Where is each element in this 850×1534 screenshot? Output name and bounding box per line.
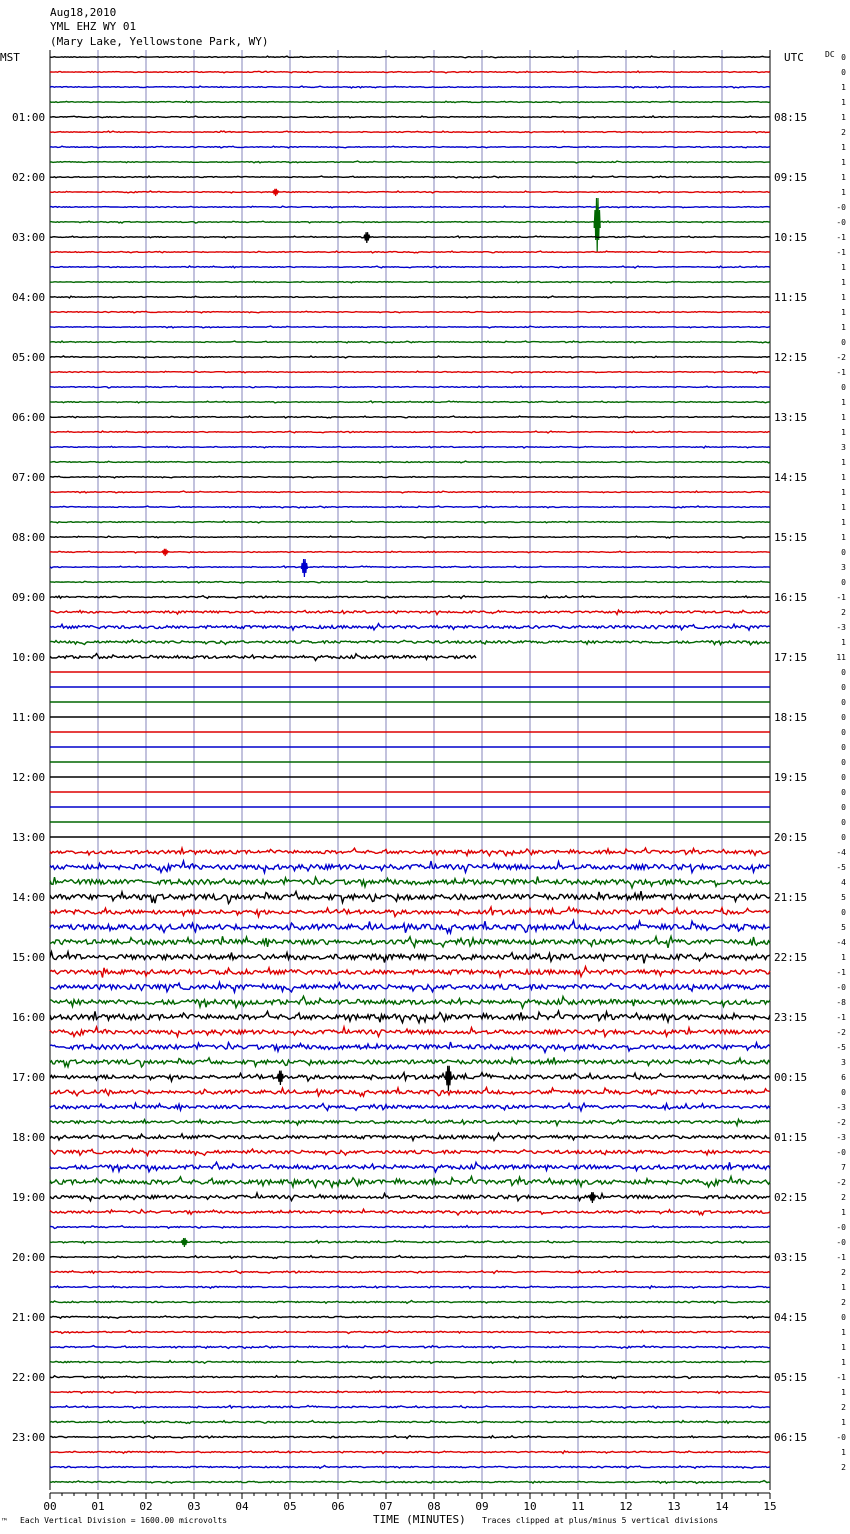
trace-line — [50, 266, 770, 268]
utc-hour-label: 15:15 — [774, 531, 808, 544]
mst-hour-label: 07:00 — [12, 471, 46, 484]
trace-line — [50, 1391, 770, 1394]
event-mark — [445, 1066, 451, 1091]
utc-hour-labels — [774, 111, 807, 1444]
dc-offset-label: 0 — [841, 53, 846, 62]
dc-offset-label: -1 — [836, 1373, 846, 1382]
trace-line — [50, 1286, 770, 1289]
trace-line — [50, 1331, 770, 1334]
dc-offset-label: -1 — [836, 593, 846, 602]
dc-offset-label: 1 — [841, 263, 846, 272]
dc-offset-label: 1 — [841, 98, 846, 107]
dc-offset-label: 2 — [841, 1268, 846, 1277]
mst-hour-label: 12:00 — [12, 771, 46, 784]
trace-line — [50, 1073, 770, 1082]
dc-offset-label: 0 — [841, 698, 846, 707]
dc-offset-label: 1 — [841, 278, 846, 287]
x-tick-label: 07 — [379, 1500, 393, 1513]
dc-offset-label: 1 — [841, 638, 846, 647]
trace-line — [50, 1162, 770, 1172]
dc-offset-label: -2 — [836, 1118, 846, 1127]
dc-offset-label: 1 — [841, 428, 846, 437]
utc-hour-label: 12:15 — [774, 351, 808, 364]
header-location: (Mary Lake, Yellowstone Park, WY) — [50, 35, 269, 48]
dc-offset-label: -5 — [836, 863, 846, 872]
utc-hour-label: 14:15 — [774, 471, 808, 484]
dc-offset-label: -0 — [836, 983, 846, 992]
trace-line — [50, 116, 770, 118]
trace-line — [50, 1361, 770, 1364]
dc-offset-label: 1 — [841, 83, 846, 92]
utc-hour-label: 22:15 — [774, 951, 808, 964]
x-tick-label: 06 — [331, 1500, 345, 1513]
mst-hour-label: 17:00 — [12, 1071, 46, 1084]
dc-offset-label: 1 — [841, 158, 846, 167]
event-mark — [594, 198, 600, 252]
dc-offset-label: 0 — [841, 758, 846, 767]
trace-line — [50, 1301, 770, 1304]
trace-line — [50, 848, 770, 856]
event-mark — [301, 559, 307, 577]
utc-hour-label: 19:15 — [774, 771, 808, 784]
dc-offset-label: -1 — [836, 368, 846, 377]
dc-offset-label: 1 — [841, 1358, 846, 1367]
trace-line — [50, 967, 770, 978]
dc-offset-label: 0 — [841, 68, 846, 77]
mst-hour-label: 21:00 — [12, 1311, 46, 1324]
trace-line — [50, 1011, 770, 1023]
footer-mark: ™ — [2, 1517, 7, 1526]
dc-offset-label: 1 — [841, 1418, 846, 1427]
x-tick-label: 03 — [187, 1500, 201, 1513]
x-tick-label: 01 — [91, 1500, 105, 1513]
trace-line — [50, 1481, 770, 1484]
dc-offset-label: 3 — [841, 1058, 846, 1067]
trace-line — [50, 1346, 770, 1349]
x-tick-label: 05 — [283, 1500, 297, 1513]
dc-offset-label: 2 — [841, 1463, 846, 1472]
trace-line — [50, 251, 770, 253]
x-tick-label: 12 — [619, 1500, 633, 1513]
dc-offset-label: 1 — [841, 308, 846, 317]
header-date: Aug18,2010 — [50, 6, 117, 19]
utc-hour-label: 21:15 — [774, 891, 808, 904]
utc-hour-label: 10:15 — [774, 231, 808, 244]
trace-group — [50, 56, 770, 1483]
trace-line — [50, 1256, 770, 1259]
trace-line — [50, 1436, 770, 1439]
dc-offset-label: 4 — [841, 878, 846, 887]
utc-hour-label: 00:15 — [774, 1071, 808, 1084]
mst-hour-label: 01:00 — [12, 111, 46, 124]
dc-offset-label: -3 — [836, 623, 846, 632]
dc-offset-label: 1 — [841, 953, 846, 962]
dc-offset-label: 1 — [841, 1328, 846, 1337]
utc-hour-label: 05:15 — [774, 1371, 808, 1384]
dc-offset-label: -4 — [836, 938, 846, 947]
dc-offset-label: 1 — [841, 143, 846, 152]
event-mark — [277, 1071, 283, 1085]
dc-offset-label: 1 — [841, 1448, 846, 1457]
dc-offset-label: 1 — [841, 323, 846, 332]
dc-offset-label: 7 — [841, 1163, 846, 1172]
trace-line — [50, 596, 770, 599]
dc-offset-label: -0 — [836, 218, 846, 227]
dc-offset-label: 1 — [841, 503, 846, 512]
trace-line — [50, 1027, 770, 1037]
dc-offset-label: 1 — [841, 1343, 846, 1352]
dc-offset-label: -2 — [836, 1028, 846, 1037]
trace-line — [50, 401, 770, 403]
dc-offset-label: 5 — [841, 923, 846, 932]
right-axis-title: UTC — [784, 51, 804, 64]
dc-offset-label: 0 — [841, 578, 846, 587]
mst-hour-label: 04:00 — [12, 291, 46, 304]
x-tick-label: 13 — [667, 1500, 681, 1513]
x-tick-label: 04 — [235, 1500, 249, 1513]
dc-offset-label: 0 — [841, 713, 846, 722]
trace-line — [50, 326, 770, 328]
utc-hour-label: 09:15 — [774, 171, 808, 184]
trace-line — [50, 86, 770, 88]
trace-line — [50, 1406, 770, 1409]
trace-line — [50, 221, 770, 223]
trace-line — [50, 610, 770, 614]
trace-line — [50, 341, 770, 343]
trace-line — [50, 176, 770, 178]
dc-offset-label: 0 — [841, 548, 846, 557]
dc-offset-label: -0 — [836, 1223, 846, 1232]
dc-title: DC — [825, 50, 835, 59]
trace-line — [50, 1177, 770, 1188]
trace-line — [50, 891, 770, 903]
utc-hour-label: 11:15 — [774, 291, 808, 304]
trace-line — [50, 907, 770, 917]
event-mark — [273, 189, 279, 196]
mst-hour-labels — [12, 111, 45, 1444]
mst-hour-label: 22:00 — [12, 1371, 46, 1384]
trace-line — [50, 236, 770, 238]
dc-offset-label: 0 — [841, 383, 846, 392]
dc-offset-label: -0 — [836, 203, 846, 212]
trace-line — [50, 281, 770, 283]
mst-hour-label: 13:00 — [12, 831, 46, 844]
footer-clip-note: Traces clipped at plus/minus 5 vertical divisions — [482, 1516, 719, 1525]
dc-offset-label: 1 — [841, 1283, 846, 1292]
dc-offset-label: 0 — [841, 773, 846, 782]
x-tick-label: 00 — [43, 1500, 57, 1513]
trace-line — [50, 581, 770, 583]
x-tick-label: 09 — [475, 1500, 489, 1513]
dc-offset-label: -3 — [836, 1103, 846, 1112]
dc-offset-label: -2 — [836, 1178, 846, 1187]
dc-offset-label: 1 — [841, 413, 846, 422]
dc-offset-label: 0 — [841, 788, 846, 797]
utc-hour-label: 20:15 — [774, 831, 808, 844]
trace-line — [50, 296, 770, 298]
trace-line — [50, 1376, 770, 1379]
dc-offset-label: -1 — [836, 1013, 846, 1022]
mst-hour-label: 14:00 — [12, 891, 46, 904]
trace-line — [50, 936, 770, 948]
trace-line — [50, 506, 770, 508]
trace-line — [50, 1241, 770, 1244]
trace-line — [50, 131, 770, 133]
dc-offset-label: 1 — [841, 1388, 846, 1397]
trace-line — [50, 1421, 770, 1424]
trace-line — [50, 1466, 770, 1469]
dc-offset-label: 11 — [836, 653, 846, 662]
x-tick-label: 10 — [523, 1500, 537, 1513]
event-mark — [589, 1192, 595, 1203]
trace-line — [50, 1226, 770, 1229]
dc-offset-label: -1 — [836, 248, 846, 257]
mst-hour-label: 23:00 — [12, 1431, 46, 1444]
dc-offset-label: 0 — [841, 743, 846, 752]
mst-hour-label: 19:00 — [12, 1191, 46, 1204]
mst-hour-label: 10:00 — [12, 651, 46, 664]
trace-line — [50, 1193, 770, 1201]
utc-hour-label: 02:15 — [774, 1191, 808, 1204]
trace-line — [50, 1057, 770, 1067]
dc-offset-label: 1 — [841, 113, 846, 122]
trace-line — [50, 1149, 770, 1156]
trace-line — [50, 71, 770, 73]
trace-line — [50, 1119, 770, 1125]
trace-line — [50, 654, 476, 661]
dc-offset-label: -1 — [836, 1253, 846, 1262]
mst-hour-label: 18:00 — [12, 1131, 46, 1144]
trace-line — [50, 551, 770, 553]
dc-offset-label: -1 — [836, 233, 846, 242]
utc-hour-label: 04:15 — [774, 1311, 808, 1324]
left-axis-title: MST — [0, 51, 20, 64]
mst-hour-label: 20:00 — [12, 1251, 46, 1264]
utc-hour-label: 01:15 — [774, 1131, 808, 1144]
footer-scale-note: Each Vertical Division = 1600.00 microvolts — [20, 1516, 228, 1525]
dc-offset-label: 0 — [841, 1313, 846, 1322]
trace-line — [50, 640, 770, 645]
x-tick-label: 02 — [139, 1500, 153, 1513]
dc-offset-label: 1 — [841, 398, 846, 407]
dc-offset-label: 0 — [841, 818, 846, 827]
trace-line — [50, 1088, 770, 1097]
dc-offset-label: 0 — [841, 908, 846, 917]
trace-line — [50, 491, 770, 493]
trace-line — [50, 191, 770, 193]
dc-offset-label: 0 — [841, 803, 846, 812]
dc-offset-label: 1 — [841, 1208, 846, 1217]
x-tick-label: 11 — [571, 1500, 585, 1513]
mst-hour-label: 16:00 — [12, 1011, 46, 1024]
x-tick-label: 15 — [763, 1500, 777, 1513]
dc-offset-label: 0 — [841, 1088, 846, 1097]
mst-hour-label: 11:00 — [12, 711, 46, 724]
dc-offset-label: 5 — [841, 893, 846, 902]
trace-line — [50, 1133, 770, 1140]
x-axis — [43, 1493, 776, 1513]
dc-offset-label: 1 — [841, 518, 846, 527]
trace-line — [50, 952, 770, 964]
dc-offset-label: 0 — [841, 668, 846, 677]
dc-offset-label: 2 — [841, 128, 846, 137]
dc-offset-labels — [836, 53, 846, 1472]
utc-hour-label: 08:15 — [774, 111, 808, 124]
utc-hour-label: 03:15 — [774, 1251, 808, 1264]
x-axis-title: TIME (MINUTES) — [373, 1513, 466, 1526]
trace-line — [50, 1271, 770, 1274]
dc-offset-label: -4 — [836, 848, 846, 857]
dc-offset-label: -3 — [836, 1133, 846, 1142]
mst-hour-label: 02:00 — [12, 171, 46, 184]
trace-line — [50, 877, 770, 888]
mst-hour-label: 06:00 — [12, 411, 46, 424]
event-mark — [162, 549, 168, 556]
trace-line — [50, 446, 770, 448]
mst-hour-label: 05:00 — [12, 351, 46, 364]
mst-hour-label: 03:00 — [12, 231, 46, 244]
trace-line — [50, 161, 770, 163]
trace-line — [50, 431, 770, 433]
dc-offset-label: -1 — [836, 968, 846, 977]
trace-line — [50, 311, 770, 313]
trace-line — [50, 56, 770, 58]
dc-offset-label: 2 — [841, 608, 846, 617]
dc-offset-label: 3 — [841, 563, 846, 572]
dc-offset-label: -0 — [836, 1433, 846, 1442]
dc-offset-label: -8 — [836, 998, 846, 1007]
header-station: YML EHZ WY 01 — [50, 20, 137, 33]
utc-hour-label: 06:15 — [774, 1431, 808, 1444]
dc-offset-label: 6 — [841, 1073, 846, 1082]
dc-offset-label: 1 — [841, 533, 846, 542]
trace-line — [50, 386, 770, 388]
trace-line — [50, 146, 770, 148]
trace-line — [50, 536, 770, 538]
trace-line — [50, 521, 770, 523]
trace-line — [50, 624, 770, 631]
event-mark — [364, 232, 370, 243]
mst-hour-label: 08:00 — [12, 531, 46, 544]
trace-line — [50, 1451, 770, 1454]
dc-offset-label: 0 — [841, 728, 846, 737]
dc-offset-label: 1 — [841, 458, 846, 467]
dc-offset-label: 3 — [841, 443, 846, 452]
dc-offset-label: 1 — [841, 188, 846, 197]
trace-line — [50, 461, 770, 463]
utc-hour-label: 13:15 — [774, 411, 808, 424]
trace-line — [50, 996, 770, 1008]
dc-offset-label: 1 — [841, 488, 846, 497]
trace-line — [50, 371, 770, 373]
dc-offset-label: 2 — [841, 1403, 846, 1412]
trace-line — [50, 566, 770, 568]
dc-offset-label: 0 — [841, 338, 846, 347]
dc-offset-label: 2 — [841, 1193, 846, 1202]
x-tick-label: 14 — [715, 1500, 729, 1513]
trace-line — [50, 982, 770, 992]
dc-offset-label: 0 — [841, 683, 846, 692]
trace-line — [50, 861, 770, 873]
dc-offset-label: -5 — [836, 1043, 846, 1052]
utc-hour-label: 18:15 — [774, 711, 808, 724]
dc-offset-label: 2 — [841, 1298, 846, 1307]
trace-line — [50, 356, 770, 358]
dc-offset-label: 1 — [841, 293, 846, 302]
mst-hour-label: 09:00 — [12, 591, 46, 604]
dc-offset-label: -0 — [836, 1238, 846, 1247]
trace-line — [50, 921, 770, 934]
dc-offset-label: -0 — [836, 1148, 846, 1157]
trace-line — [50, 1042, 770, 1052]
trace-line — [50, 1209, 770, 1215]
trace-line — [50, 476, 770, 478]
x-tick-label: 08 — [427, 1500, 441, 1513]
utc-hour-label: 17:15 — [774, 651, 808, 664]
utc-hour-label: 23:15 — [774, 1011, 808, 1024]
dc-offset-label: -2 — [836, 353, 846, 362]
utc-hour-label: 16:15 — [774, 591, 808, 604]
event-mark — [181, 1238, 187, 1247]
mst-hour-label: 15:00 — [12, 951, 46, 964]
dc-offset-label: 1 — [841, 173, 846, 182]
trace-line — [50, 101, 770, 103]
trace-line — [50, 206, 770, 208]
trace-line — [50, 1103, 770, 1111]
dc-offset-label: 1 — [841, 473, 846, 482]
dc-offset-label: 0 — [841, 833, 846, 842]
trace-line — [50, 1316, 770, 1318]
trace-line — [50, 416, 770, 418]
